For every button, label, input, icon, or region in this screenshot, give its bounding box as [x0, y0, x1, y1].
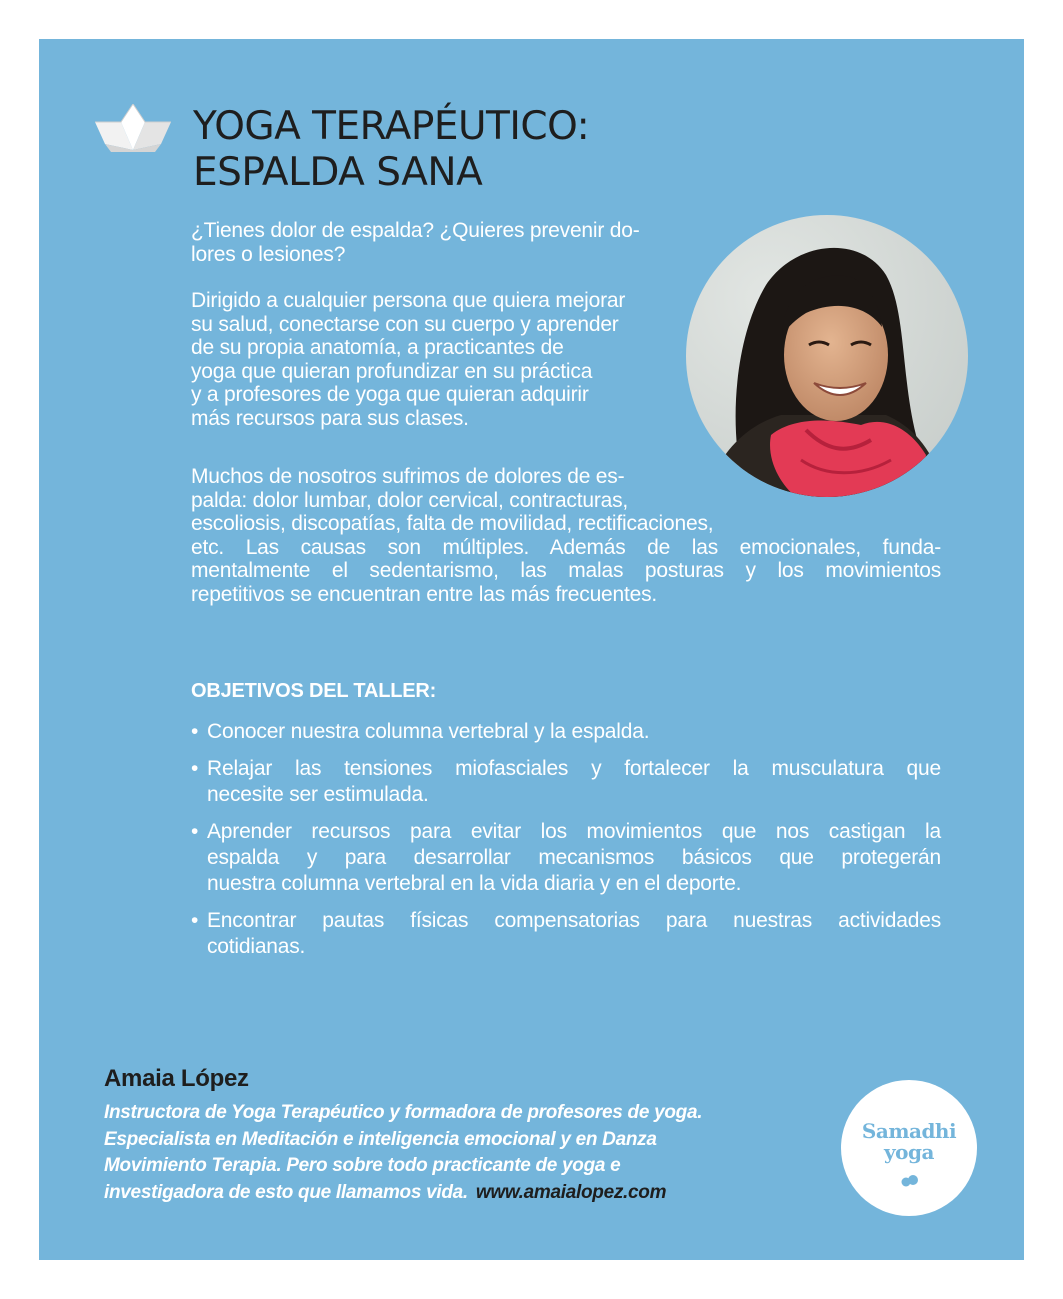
text-line: Especialista en Meditación e inteligencia emocional y en Danza	[104, 1128, 657, 1150]
text-line: Muchos de nosotros sufrimos de dolores de es-	[191, 465, 625, 488]
text-line: Aprender recursos para evitar los movimientos que nos castigan la	[207, 820, 941, 843]
text-line: repetitivos se encuentran entre las más frecuentes.	[191, 582, 658, 606]
text-line: Conocer nuestra columna vertebral y la espalda.	[207, 720, 650, 743]
text-line: escoliosis, discopatías, falta de movilidad, rectificaciones,	[191, 512, 714, 535]
list-item	[191, 908, 943, 960]
paper-boat-icon	[95, 104, 171, 154]
page-title	[193, 104, 589, 196]
text-line: lores o lesiones?	[191, 242, 346, 266]
logo-text-line-1: Samadhi	[861, 1119, 957, 1143]
bullet-icon: •	[191, 909, 199, 932]
title-line-1: YOGA TERAPÉUTICO:	[193, 104, 590, 149]
text-line: ¿Tienes dolor de espalda? ¿Quieres prevenir do-	[191, 219, 640, 242]
text-line: y a profesores de yoga que quieran adquirir	[191, 383, 589, 406]
title-line-2: ESPALDA SANA	[193, 150, 483, 195]
text-line: más recursos para sus clases.	[191, 406, 469, 430]
bio-last-text: investigadora de esto que llamamos vida.	[104, 1181, 468, 1203]
text-line	[104, 1180, 702, 1207]
text-line: espalda y para desarrollar mecanismos básicos que protegerán	[207, 846, 941, 869]
text-line: Relajar las tensiones miofasciales y fortalecer la musculatura que	[207, 757, 941, 780]
text-line: palda: dolor lumbar, dolor cervical, contracturas,	[191, 488, 629, 512]
text-line: necesite ser estimulada.	[207, 783, 429, 806]
intro-audience	[191, 289, 625, 430]
instructor-portrait	[686, 215, 968, 497]
objectives-heading: OBJETIVOS DEL TALLER:	[191, 680, 437, 702]
text-line: etc. Las causas son múltiples. Además de las emocionales, funda-	[191, 535, 941, 559]
text-line: Instructora de Yoga Terapéutico y formadora de profesores de yoga.	[104, 1102, 703, 1123]
text-line: yoga que quieran profundizar en su práctica	[191, 359, 593, 383]
text-line: cotidianas.	[207, 935, 306, 958]
text-line: su salud, conectarse con su cuerpo y aprender	[191, 312, 619, 336]
text-line: Movimiento Terapia. Pero sobre todo practicante de yoga e	[104, 1155, 621, 1176]
author-bio	[104, 1100, 702, 1206]
samadhi-yoga-logo	[841, 1080, 977, 1216]
list-item	[191, 719, 943, 745]
intro-question	[191, 219, 640, 266]
text-line: Encontrar pautas físicas compensatorias para nuestras actividades	[207, 909, 941, 932]
text-line: Dirigido a cualquier persona que quiera mejorar	[191, 289, 626, 312]
text-line: mentalmente el sedentarismo, las malas posturas y los movimientos	[191, 559, 941, 582]
objectives-list	[191, 719, 943, 971]
cloud-icon	[901, 1175, 919, 1187]
text-line: nuestra columna vertebral en la vida diaria y en el deporte.	[207, 872, 742, 895]
list-item	[191, 819, 943, 897]
website-link[interactable]: www.amaialopez.com	[475, 1181, 667, 1203]
author-name: Amaia López	[104, 1065, 249, 1092]
text-line: de su propia anatomía, a practicantes de	[191, 336, 564, 359]
list-item	[191, 756, 943, 808]
logo-text-line-2: yoga	[884, 1140, 934, 1164]
bullet-icon: •	[191, 757, 199, 780]
bullet-icon: •	[191, 720, 199, 743]
bullet-icon: •	[191, 820, 199, 843]
